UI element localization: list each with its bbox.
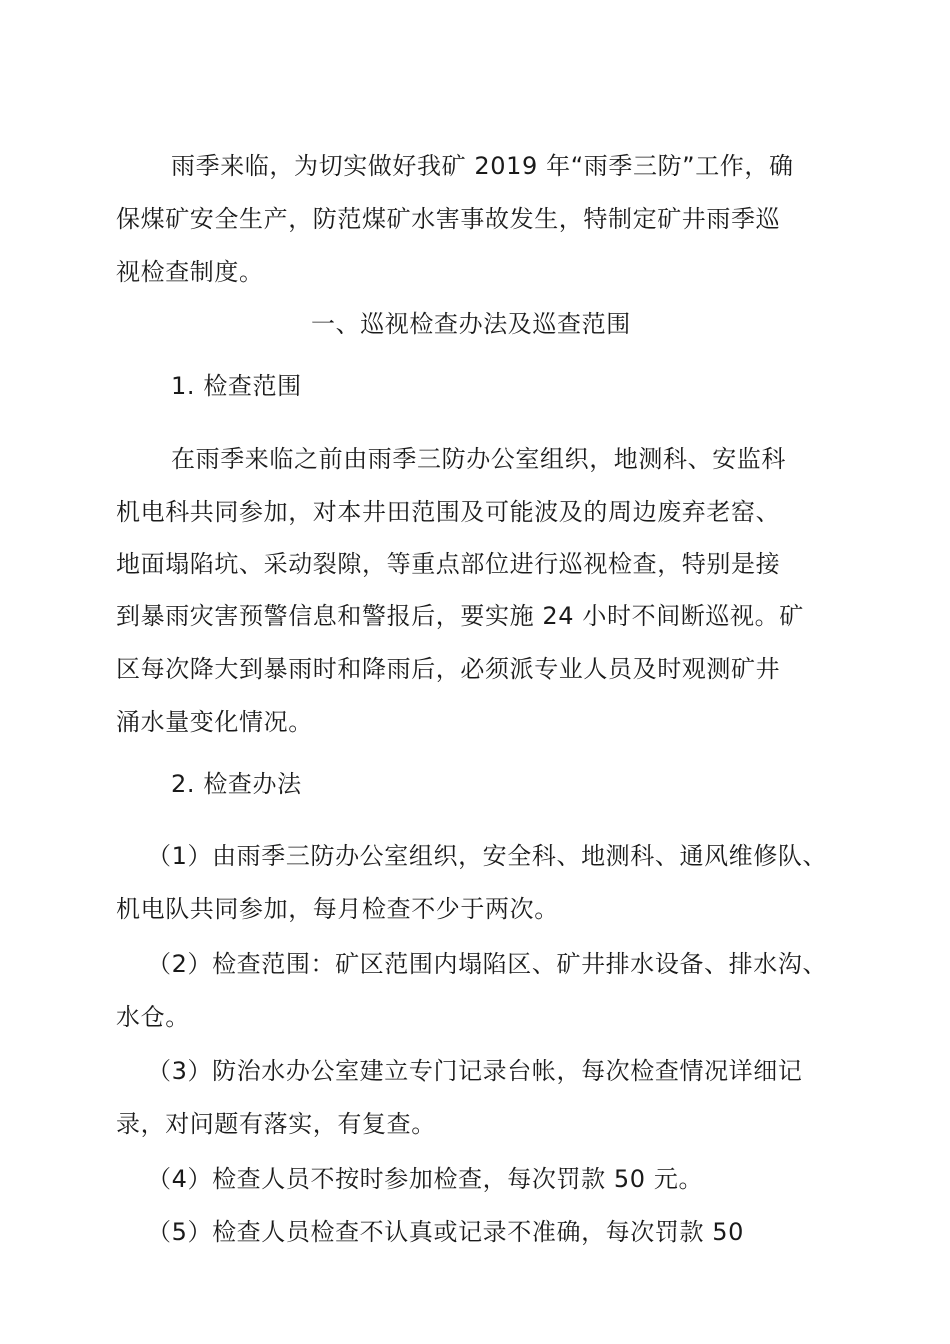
- intro-line-2: 保煤矿安全生产，防范煤矿水害事故发生，特制定矿井雨季巡: [116, 205, 781, 233]
- item-3-line-2: 录，对问题有落实，有复查。: [116, 1110, 436, 1138]
- subsection-1-line-1: 在雨季来临之前由雨季三防办公室组织，地测科、安监科: [171, 445, 786, 473]
- item-2-line-2: 水仓。: [116, 1003, 190, 1031]
- intro-line-3: 视检查制度。: [116, 258, 264, 286]
- subsection-1-line-3: 地面塌陷坑、采动裂隙，等重点部位进行巡视检查，特别是接: [116, 550, 781, 578]
- item-5-line-1: （5）检查人员检查不认真或记录不准确，每次罚款 50: [147, 1218, 745, 1246]
- subsection-1-title: 1. 检查范围: [171, 372, 302, 400]
- item-1-line-2: 机电队共同参加，每月检查不少于两次。: [116, 895, 559, 923]
- item-1-line-1: （1）由雨季三防办公室组织，安全科、地测科、通风维修队、: [147, 842, 828, 870]
- subsection-1-line-6: 涌水量变化情况。: [116, 708, 313, 736]
- subsection-1-line-2: 机电科共同参加，对本井田范围及可能波及的周边废弃老窑、: [116, 498, 781, 526]
- intro-line-1: 雨季来临，为切实做好我矿 2019 年“雨季三防”工作，确: [171, 152, 794, 180]
- subsection-1-line-4: 到暴雨灾害预警信息和警报后，要实施 24 小时不间断巡视。矿: [116, 602, 804, 630]
- subsection-2-title: 2. 检查办法: [171, 770, 302, 798]
- item-4-line-1: （4）检查人员不按时参加检查，每次罚款 50 元。: [147, 1165, 704, 1193]
- section-heading: 一、巡视检查办法及巡查范围: [311, 310, 631, 338]
- item-3-line-1: （3）防治水办公室建立专门记录台帐，每次检查情况详细记: [147, 1057, 803, 1085]
- item-2-line-1: （2）检查范围：矿区范围内塌陷区、矿井排水设备、排水沟、: [147, 950, 828, 978]
- subsection-1-line-5: 区每次降大到暴雨时和降雨后，必须派专业人员及时观测矿井: [116, 655, 781, 683]
